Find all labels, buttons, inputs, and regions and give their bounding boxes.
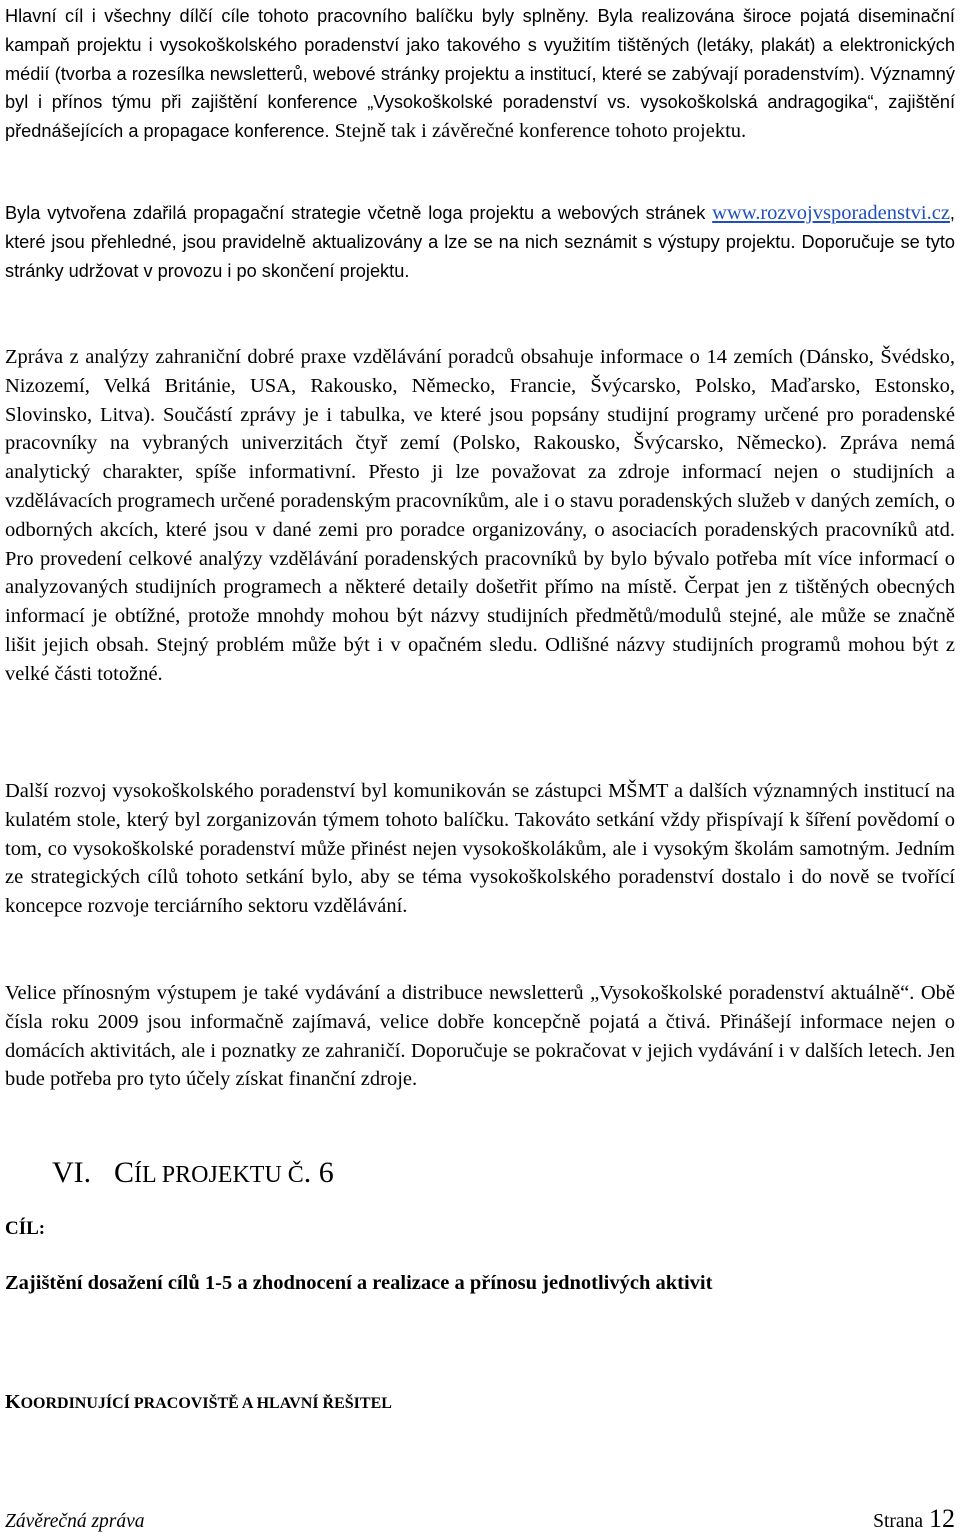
- section-heading: [52, 1156, 334, 1190]
- coordinator-heading: [5, 1391, 392, 1414]
- goal-text: Zajištění dosažení cílů 1-5 a zhodnocení a realizace a přínosu jednotlivých aktivit: [5, 1272, 713, 1294]
- project-website-link[interactable]: www.rozvojvsporadenstvi.cz: [712, 202, 950, 224]
- footer-report-title: Závěrečná zpráva: [5, 1511, 145, 1532]
- paragraph-strategy-before: Byla vytvořena zdařilá propagační strategie včetně loga projektu a webových stránek: [5, 203, 706, 223]
- footer-page-label: Strana: [873, 1511, 923, 1532]
- goal-label: CÍL:: [5, 1218, 46, 1239]
- paragraph-strategy: [5, 199, 955, 285]
- coordinator-heading-rest: OORDINUJÍCÍ PRACOVIŠTĚ A HLAVNÍ ŘEŠITEL: [20, 1395, 392, 1412]
- paragraph-strategy-after: , které jsou přehledné, jsou pravidelně aktualizovány a lze se na nich seznámit s výstupy projektu. Doporučuje se tyto stránky udržovat v provozu i po skončení projektu.: [5, 203, 955, 281]
- paragraph-newsletter: Velice přínosným výstupem je také vydávání a distribuce newsletterů „Vysokoškolské poradenství aktuálně“. Obě čísla roku 2009 jsou informačně zajímavá, velice dobře koncepčně pojatá a čtivá. Přinášejí informace nejen o domácích aktivitách, ale i poznatky ze zahraničí. Doporučuje se pokračovat v jejich vydávání i v dalších letech. Jen bude potřeba pro tyto účely získat finanční zdroje.: [5, 982, 955, 1091]
- paragraph-dissemination: [5, 2, 955, 146]
- paragraph-foreign-analysis: Zpráva z analýzy zahraniční dobré praxe vzdělávání poradců obsahuje informace o 14 zemích (Dánsko, Švédsko, Nizozemí, Velká Británie, USA, Rakousko, Německo, Francie, Švýcarsko, Polsko, Maďarsko, Estonsko, Slovinsko, Litva). Součástí zprávy je i tabulka, ve které jsou popsány studijní programy určené pro poradenské pracovníky na vybraných univerzitách čtyř zemí (Polsko, Rakousko, Švýcarsko, Německo). Zpráva nemá analytický charakter, spíše informativní. Přesto ji lze považovat za zdroje informací nejen o studijních a vzdělávacích programech určené poradenským pracovníkům, ale i o stavu poradenských služeb v daných zemích, o odborných akcích, které jsou v dané zemi pro poradce organizovány, o asociacích poradenských pracovníků atd. Pro provedení celkové analýzy vzdělávání poradenských pracovníků by bylo bývalo potřeba mít více informací o analyzovaných studijních programech a některé detaily došetřit přímo na místě. Čerpat jen z tištěných obecných informací je obtížné, protože mnohdy mohou být názvy studijních předmětů/modulů stejné, ale může se značně lišit jejich obsah. Stejný problém může být i v opačném sledu. Odlišné názvy studijních programů mohou být z velké části totožné.: [5, 346, 955, 685]
- paragraph-round-table: Další rozvoj vysokoškolského poradenství byl komunikován se zástupci MŠMT a dalších významných institucí na kulatém stole, který byl zorganizován týmem tohoto balíčku. Takováto setkání vždy přispívají k šíření povědomí o tom, co vysokoškolské poradenství může přinést nejen vysokoškolákům, ale i vysokým školám samotným. Jedním ze strategických cílů tohoto setkání bylo, aby se téma vysokoškolského poradenství dostalo i do nově se tvořící koncepce rozvoje terciárního sektoru vzdělávání.: [5, 780, 955, 918]
- footer-page-info: [873, 1504, 955, 1534]
- section-title-rest: ÍL PROJEKTU Č: [134, 1162, 304, 1188]
- paragraph-dissemination-tail: Stejně tak i závěrečné konference tohoto projektu.: [334, 120, 747, 143]
- footer-page-number: 12: [929, 1504, 955, 1533]
- coordinator-heading-initial: K: [5, 1391, 21, 1413]
- section-title-initial: C: [114, 1156, 135, 1189]
- section-number: VI.: [52, 1156, 92, 1189]
- paragraph-dissemination-main: Hlavní cíl i všechny dílčí cíle tohoto pracovního balíčku byly splněny. Byla realizována široce pojatá diseminační kampaň projektu i vysokoškolského poradenství jako takového s využitím tištěných (letáky, plakát) a elektronických médií (tvorba a rozesílka newsletterů, webové stránky projektu a institucí, které se zabývají poradenstvím). Významný byl i přínos týmu při zajištění konference „Vysokoškolské poradenství vs. vysokoškolská andragogika“, zajištění přednášejících a propagace konference.: [5, 6, 955, 142]
- page-footer: [5, 1504, 955, 1534]
- section-title-number: . 6: [303, 1156, 334, 1189]
